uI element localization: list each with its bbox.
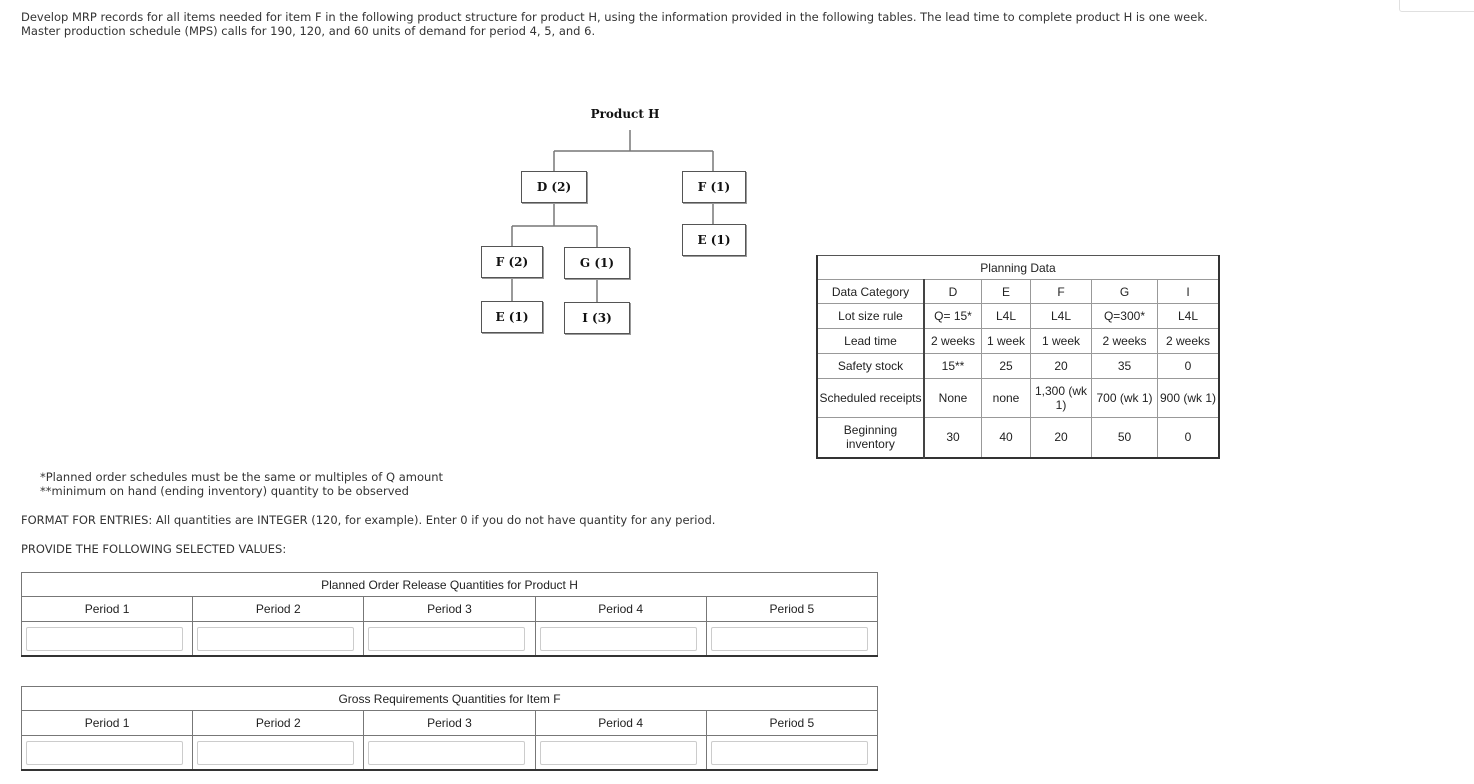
bom-node-f-top: F (1) xyxy=(682,171,746,203)
data-cell: 30 xyxy=(924,418,982,458)
bom-node-e-under-f2: E (1) xyxy=(481,301,543,333)
data-cell: L4L xyxy=(1031,304,1092,329)
planning-row-lead-time xyxy=(817,329,1219,354)
bom-node-g: G (1) xyxy=(564,247,630,279)
planning-header-row xyxy=(817,280,1219,304)
period-header: Period 5 xyxy=(706,597,877,622)
data-cell: L4L xyxy=(982,304,1031,329)
data-cell: 50 xyxy=(1092,418,1158,458)
gr-f-period-2-input[interactable] xyxy=(197,741,354,765)
por-h-period-5-input[interactable] xyxy=(711,627,868,651)
data-cell: 15** xyxy=(924,354,982,379)
period-header: Period 1 xyxy=(22,597,193,622)
data-cell: L4L xyxy=(1158,304,1220,329)
period-header: Period 1 xyxy=(22,711,193,736)
planning-table-title: Planning Data xyxy=(817,256,1219,280)
data-cell: 0 xyxy=(1158,418,1220,458)
gr-f-period-3-input[interactable] xyxy=(368,741,525,765)
provide-values-heading: PROVIDE THE FOLLOWING SELECTED VALUES: xyxy=(21,542,287,556)
data-cell: 2 weeks xyxy=(1158,329,1220,354)
bom-root-label: Product H xyxy=(590,107,660,121)
footnote-safety-stock: **minimum on hand (ending inventory) quantity to be observed xyxy=(40,484,409,498)
por-h-period-1-input[interactable] xyxy=(26,627,183,651)
por-h-period-4-input[interactable] xyxy=(540,627,697,651)
gr-f-period-4-input[interactable] xyxy=(540,741,697,765)
header-cell: Data Category xyxy=(817,280,924,304)
gr-f-period-1-input[interactable] xyxy=(26,741,183,765)
gr-f-period-5-input[interactable] xyxy=(711,741,868,765)
row-label: Safety stock xyxy=(817,354,924,379)
header-cell: G xyxy=(1092,280,1158,304)
planned-order-release-table xyxy=(21,572,878,657)
planning-row-lot-size xyxy=(817,304,1219,329)
period-header: Period 4 xyxy=(535,711,706,736)
planning-row-safety-stock xyxy=(817,354,1219,379)
data-cell: 1,300 (wk 1) xyxy=(1031,379,1092,418)
row-label: Scheduled receipts xyxy=(817,379,924,418)
period-header: Period 2 xyxy=(193,597,364,622)
period-header: Period 3 xyxy=(364,597,535,622)
data-cell: 1 week xyxy=(982,329,1031,354)
data-cell: 1 week xyxy=(1031,329,1092,354)
header-cell: F xyxy=(1031,280,1092,304)
bom-node-e-under-f: E (1) xyxy=(682,224,746,256)
header-cell: E xyxy=(982,280,1031,304)
data-cell: Q=300* xyxy=(1092,304,1158,329)
header-cell: D xyxy=(924,280,982,304)
period-header: Period 2 xyxy=(193,711,364,736)
period-header: Period 3 xyxy=(364,711,535,736)
data-cell: 35 xyxy=(1092,354,1158,379)
planning-row-beginning-inventory xyxy=(817,418,1219,458)
por-h-period-3-input[interactable] xyxy=(368,627,525,651)
question-text: Develop MRP records for all items needed for item F in the following product structure for product H, using the information provided in the following tables. The lead time to complete product H is one week. Master production schedule (MPS) calls for 190, 120, and 60 units of demand for period 4, 5, and 6. xyxy=(21,10,1208,38)
bom-node-d: D (2) xyxy=(521,171,587,203)
data-cell: 20 xyxy=(1031,354,1092,379)
format-instructions: FORMAT FOR ENTRIES: All quantities are INTEGER (120, for example). Enter 0 if you do not have quantity for any period. xyxy=(21,513,716,527)
period-header: Period 5 xyxy=(706,711,877,736)
data-cell: 700 (wk 1) xyxy=(1092,379,1158,418)
por-h-period-2-input[interactable] xyxy=(197,627,354,651)
footnote-q-multiple: *Planned order schedules must be the same or multiples of Q amount xyxy=(40,470,444,484)
planning-row-scheduled-receipts xyxy=(817,379,1219,418)
data-cell: 2 weeks xyxy=(924,329,982,354)
table-title: Gross Requirements Quantities for Item F xyxy=(22,687,878,711)
planning-data-table xyxy=(816,255,1220,459)
row-label: Lot size rule xyxy=(817,304,924,329)
row-label: Lead time xyxy=(817,329,924,354)
data-cell: 0 xyxy=(1158,354,1220,379)
header-cell: I xyxy=(1158,280,1220,304)
period-header: Period 4 xyxy=(535,597,706,622)
data-cell: 25 xyxy=(982,354,1031,379)
row-label: Beginning inventory xyxy=(817,418,924,458)
table-title: Planned Order Release Quantities for Product H xyxy=(22,573,878,597)
data-cell: None xyxy=(924,379,982,418)
bom-node-i: I (3) xyxy=(564,302,630,334)
data-cell: Q= 15* xyxy=(924,304,982,329)
gross-requirements-table xyxy=(21,686,878,771)
data-cell: 20 xyxy=(1031,418,1092,458)
data-cell: 40 xyxy=(982,418,1031,458)
data-cell: 900 (wk 1) xyxy=(1158,379,1220,418)
bom-node-f-under-d: F (2) xyxy=(481,246,543,278)
data-cell: none xyxy=(982,379,1031,418)
data-cell: 2 weeks xyxy=(1092,329,1158,354)
